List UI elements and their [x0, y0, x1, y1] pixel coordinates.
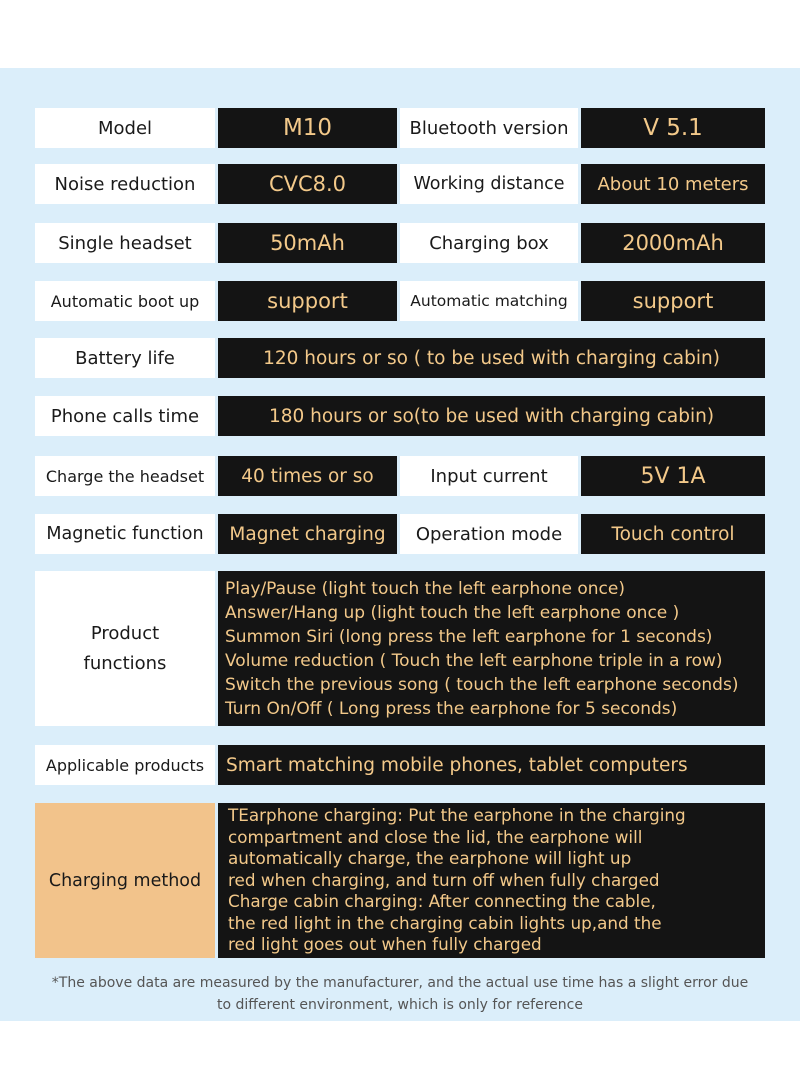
input-current-value: 5V 1A: [581, 456, 765, 496]
function-item: Volume reduction ( Touch the left earphone triple in a row): [225, 650, 723, 671]
product-functions-list: [218, 571, 765, 726]
single-headset-value: 50mAh: [218, 223, 397, 263]
function-item: Switch the previous song ( touch the left earphone seconds): [225, 674, 739, 695]
function-item: Answer/Hang up (light touch the left earphone once ): [225, 602, 680, 623]
phone-calls-time-value: 180 hours or so(to be used with charging cabin): [218, 396, 765, 436]
automatic-matching-label: Automatic matching: [400, 281, 578, 321]
footnote-line: to different environment, which is only for reference: [217, 997, 583, 1013]
noise-reduction-value: CVC8.0: [218, 164, 397, 204]
charge-headset-label: Charge the headset: [35, 456, 215, 496]
working-distance-value: About 10 meters: [581, 164, 765, 204]
battery-life-label: Battery life: [35, 338, 215, 378]
applicable-products-label: Applicable products: [35, 745, 215, 785]
model-label: Model: [35, 108, 215, 148]
phone-calls-time-label: Phone calls time: [35, 396, 215, 436]
charging-method-line: red light goes out when fully charged: [228, 934, 542, 955]
function-item: Turn On/Off ( Long press the earphone for 5 seconds): [225, 698, 678, 719]
input-current-label: Input current: [400, 456, 578, 496]
charging-method-line: the red light in the charging cabin lights up,and the: [228, 912, 662, 933]
bluetooth-version-label: Bluetooth version: [400, 108, 578, 148]
model-value: M10: [218, 108, 397, 148]
battery-life-value: 120 hours or so ( to be used with charging cabin): [218, 338, 765, 378]
charging-box-value: 2000mAh: [581, 223, 765, 263]
charging-method-line: red when charging, and turn off when fully charged: [228, 869, 660, 890]
charging-method-label: Charging method: [35, 803, 215, 958]
charging-method-line: compartment and close the lid, the earphone will: [228, 826, 643, 847]
charge-headset-value: 40 times or so: [218, 456, 397, 496]
footnote: [20, 972, 780, 1016]
footnote-line: *The above data are measured by the manufacturer, and the actual use time has a slight error due: [51, 975, 749, 991]
bluetooth-version-value: V 5.1: [581, 108, 765, 148]
product-functions-label-line1: Product: [90, 622, 160, 644]
charging-method-text: [218, 803, 765, 958]
charging-method-line: automatically charge, the earphone will light up: [228, 848, 632, 869]
operation-mode-label: Operation mode: [400, 514, 578, 554]
applicable-products-value: Smart matching mobile phones, tablet computers: [218, 745, 765, 785]
charging-box-label: Charging box: [400, 223, 578, 263]
product-functions-label-line2: functions: [83, 652, 167, 674]
function-item: Play/Pause (light touch the left earphone once): [225, 578, 625, 599]
operation-mode-value: Touch control: [581, 514, 765, 554]
working-distance-label: Working distance: [400, 164, 578, 204]
automatic-boot-label: Automatic boot up: [35, 281, 215, 321]
automatic-boot-value: support: [218, 281, 397, 321]
automatic-matching-value: support: [581, 281, 765, 321]
charging-method-line: Charge cabin charging: After connecting the cable,: [228, 891, 656, 912]
product-functions-label: [35, 571, 215, 726]
magnetic-function-value: Magnet charging: [218, 514, 397, 554]
single-headset-label: Single headset: [35, 223, 215, 263]
magnetic-function-label: Magnetic function: [35, 514, 215, 554]
noise-reduction-label: Noise reduction: [35, 164, 215, 204]
charging-method-line: TEarphone charging: Put the earphone in the charging: [228, 805, 686, 826]
function-item: Summon Siri (long press the left earphone for 1 seconds): [225, 626, 713, 647]
